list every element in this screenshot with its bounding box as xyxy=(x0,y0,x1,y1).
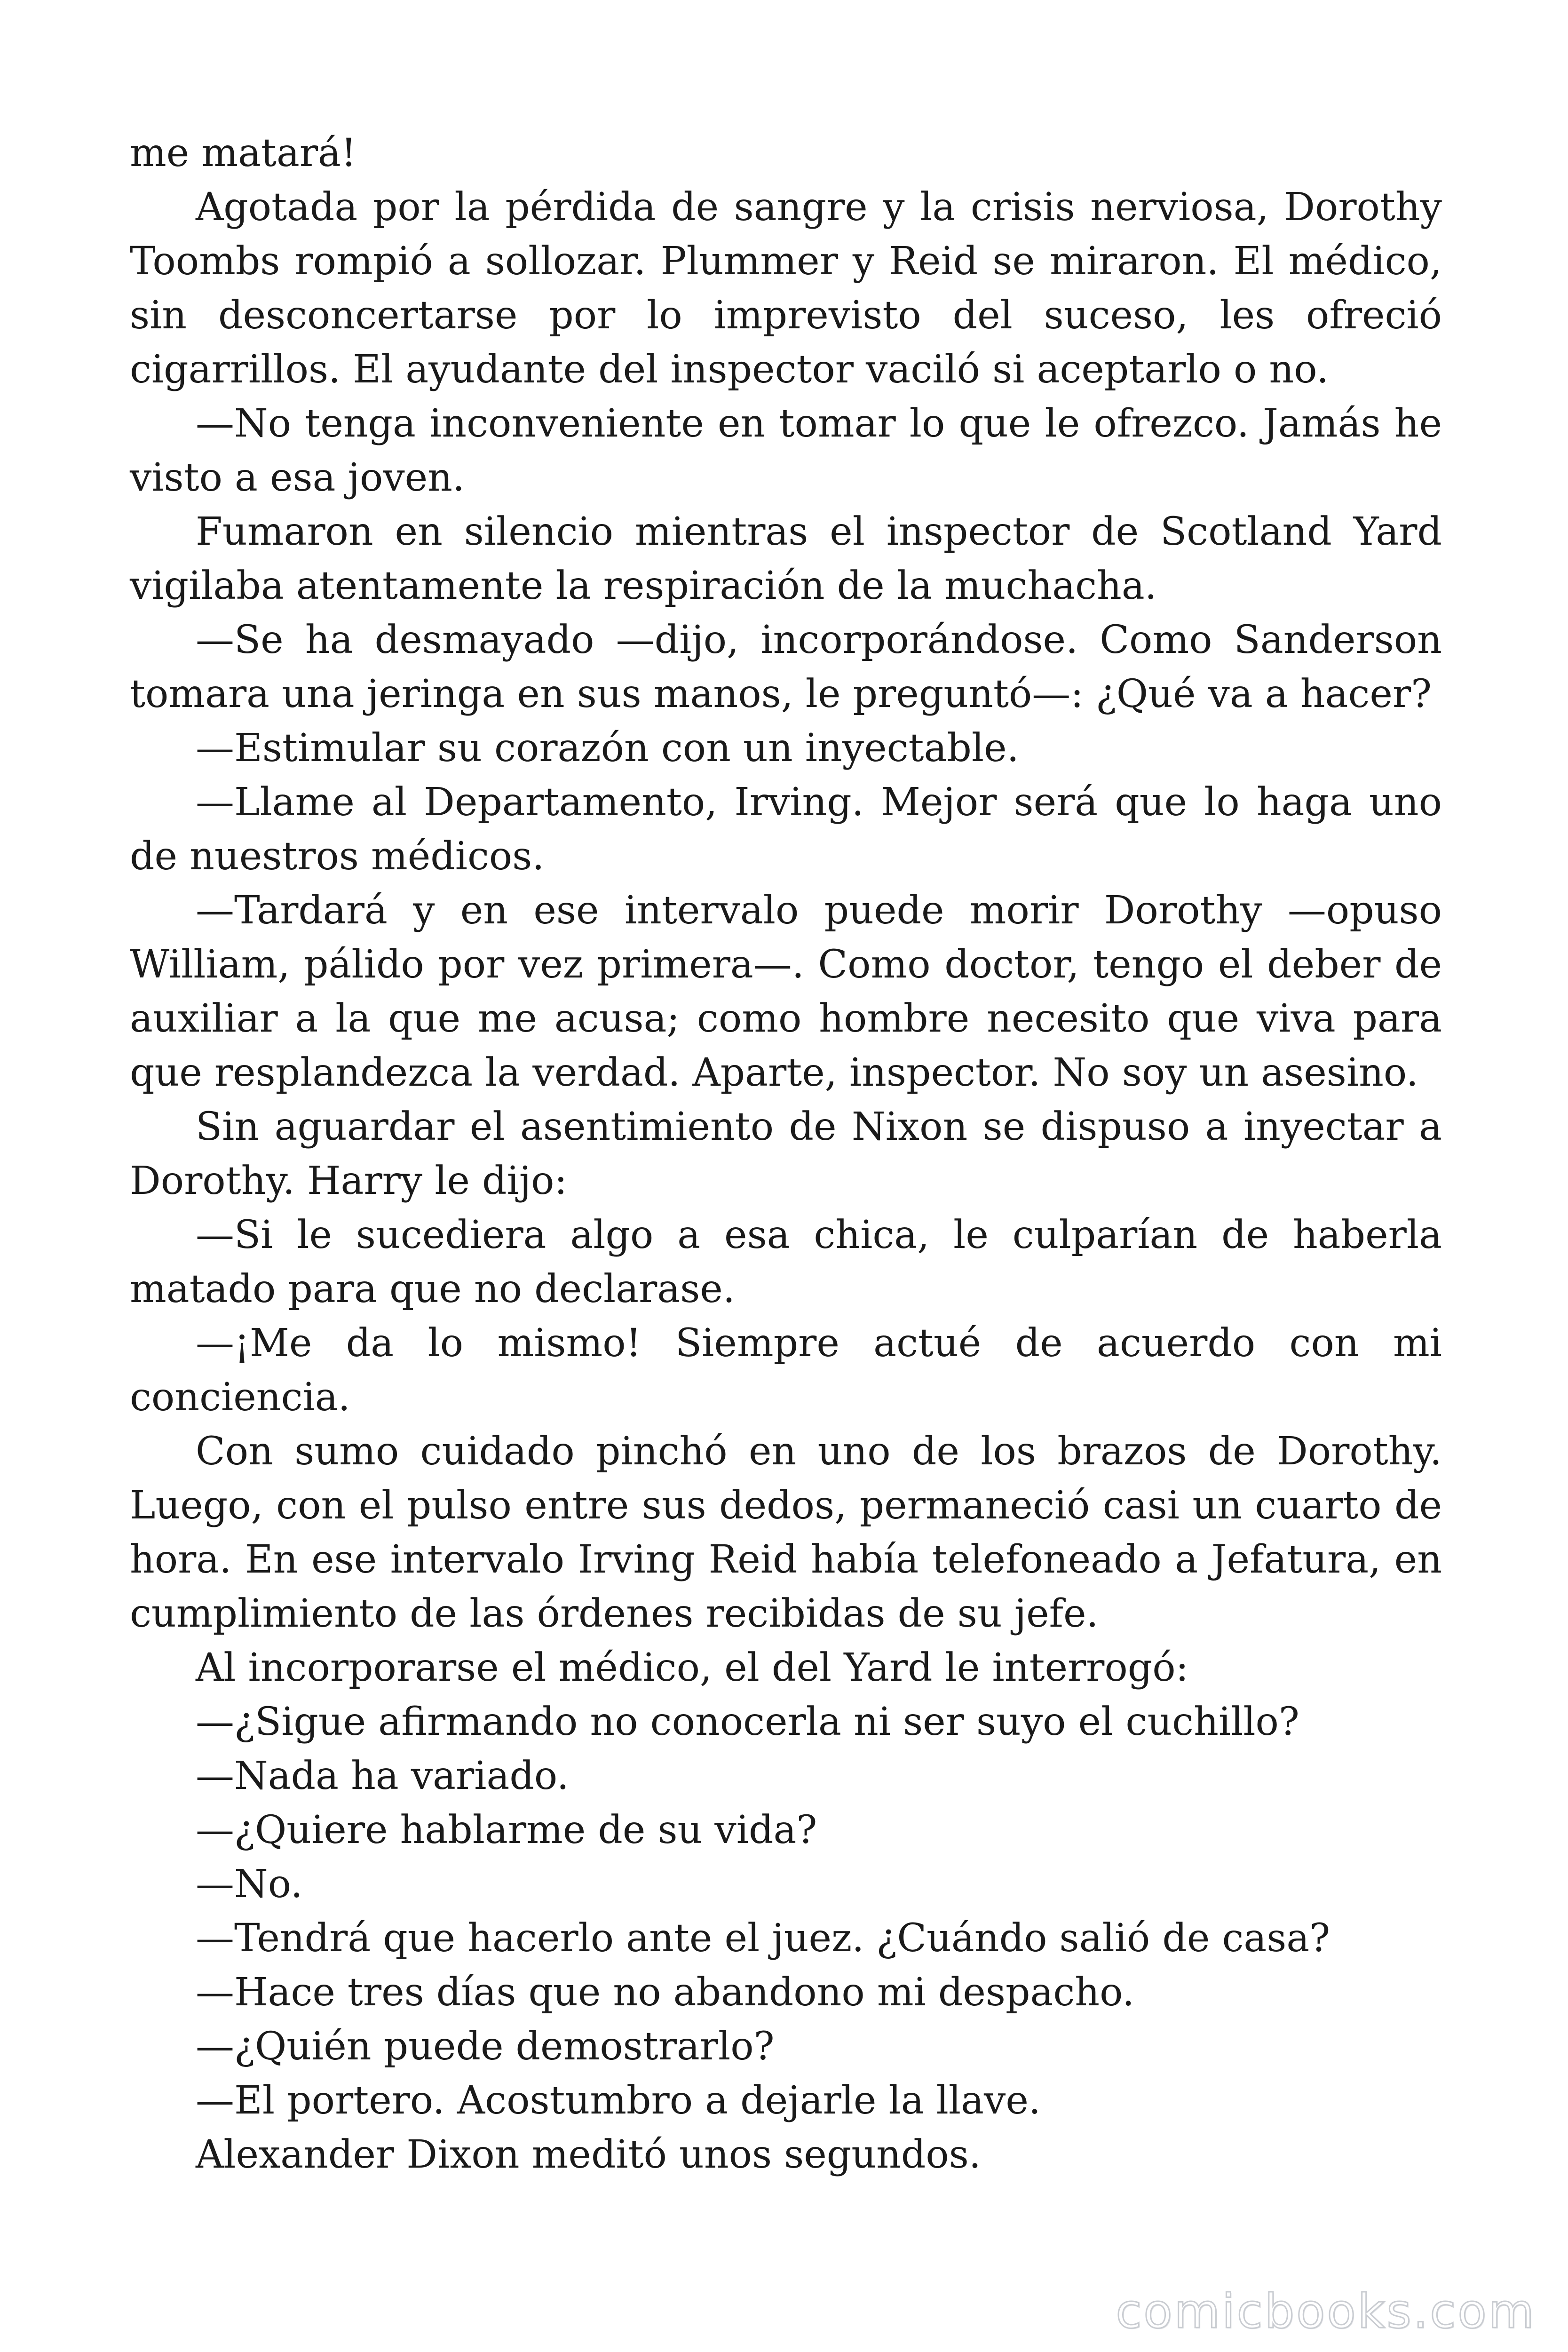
paragraph: —El portero. Acostumbro a dejarle la llave. xyxy=(196,2078,1041,2123)
paragraph: Fumaron en silencio mientras el inspector de Scotland Yard vigilaba atentamente la respiración de la muchacha. xyxy=(130,509,1442,608)
paragraph: —¿Sigue afirmando no conocerla ni ser suyo el cuchillo? xyxy=(196,1700,1299,1744)
paragraph: Agotada por la pérdida de sangre y la crisis nerviosa, Dorothy Toombs rompió a sollozar. Plummer y Reid se miraron. El médico, sin desconcertarse por lo imprevisto del suceso, les ofreció cigarrillos. El ayudante del inspector vaciló si aceptarlo o no. xyxy=(130,185,1442,392)
paragraph: —Estimular su corazón con un inyectable. xyxy=(196,726,1019,771)
paragraph: —No tenga inconveniente en tomar lo que le ofrezco. Jamás he visto a esa joven. xyxy=(130,401,1442,500)
paragraph: —Si le sucediera algo a esa chica, le culparían de haberla matado para que no declarase. xyxy=(130,1213,1442,1311)
paragraph: —Hace tres días que no abandono mi despacho. xyxy=(196,1970,1135,2015)
paragraph: —¡Me da lo mismo! Siempre actué de acuerdo con mi conciencia. xyxy=(130,1321,1442,1420)
paragraph: me matará! xyxy=(130,131,356,175)
paragraph: Al incorporarse el médico, el del Yard le interrogó: xyxy=(196,1645,1189,1690)
paragraph: —Tardará y en ese intervalo puede morir Dorothy —opuso William, pálido por vez primera—. Como doctor, tengo el deber de auxiliar a la que me acusa; como hombre necesito que viva para que resplandezca la verdad. Aparte, inspector. No soy un asesino. xyxy=(130,888,1442,1095)
watermark: comicbooks.com xyxy=(1116,2284,1536,2339)
paragraph: Alexander Dixon meditó unos segundos. xyxy=(196,2132,981,2177)
body-text xyxy=(130,126,1442,2182)
paragraph: —Llame al Departamento, Irving. Mejor será que lo haga uno de nuestros médicos. xyxy=(130,780,1442,879)
paragraph: —No. xyxy=(196,1862,303,1907)
paragraph: Sin aguardar el asentimiento de Nixon se dispuso a inyectar a Dorothy. Harry le dijo: xyxy=(130,1104,1442,1203)
paragraph: —¿Quién puede demostrarlo? xyxy=(196,2024,775,2069)
paragraph: —Nada ha variado. xyxy=(196,1754,569,1798)
paragraph: Con sumo cuidado pinchó en uno de los brazos de Dorothy. Luego, con el pulso entre sus dedos, permaneció casi un cuarto de hora. En ese intervalo Irving Reid había telefoneado a Jefatura, en cumplimiento de las órdenes recibidas de su jefe. xyxy=(130,1429,1442,1636)
paragraph: —¿Quiere hablarme de su vida? xyxy=(196,1808,817,1852)
paragraph: —Tendrá que hacerlo ante el juez. ¿Cuándo salió de casa? xyxy=(196,1916,1330,1961)
paragraph: —Se ha desmayado —dijo, incorporándose. Como Sanderson tomara una jeringa en sus manos, le preguntó—: ¿Qué va a hacer? xyxy=(130,618,1442,716)
